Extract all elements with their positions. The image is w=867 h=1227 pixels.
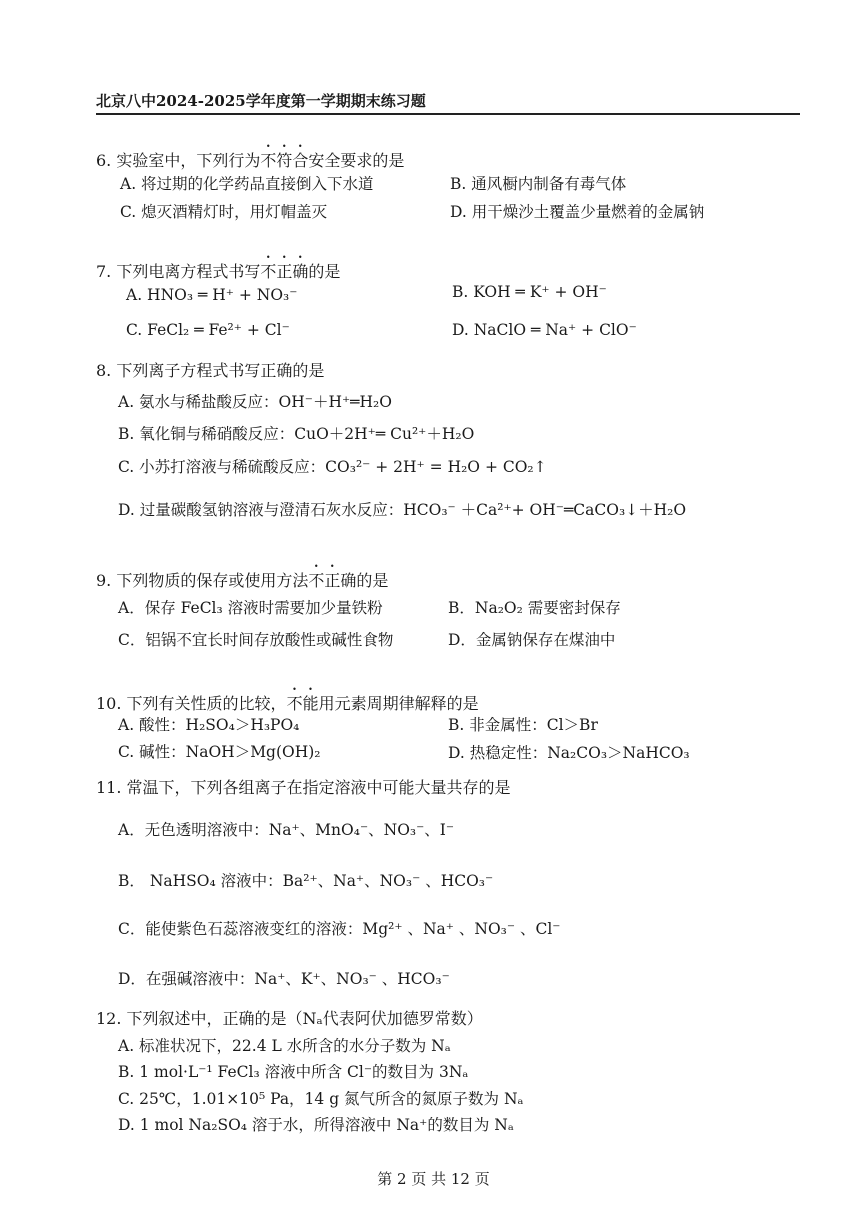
question-8-option-c: C. 小苏打溶液与稀硫酸反应：CO₃²⁻ + 2H⁺ = H₂O + CO₂↑ (118, 458, 547, 476)
stem-text: 下列离子方程式书写正确的是 (116, 361, 325, 380)
question-7-option-b: B. KOH ═ K⁺ + OH⁻ (452, 283, 607, 301)
question-6-option-d: D. 用干燥沙土覆盖少量燃着的金属钠 (450, 203, 705, 221)
stem-text: 确的是 (340, 571, 389, 590)
question-12-option-b: B. 1 mol·L⁻¹ FeCl₃ 溶液中所含 Cl⁻的数目为 3Nₐ (118, 1063, 469, 1081)
question-9-stem (96, 562, 388, 591)
question-12-option-a: A. 标准状况下，22.4 L 水所含的水分子数为 Nₐ (118, 1037, 451, 1055)
question-11-option-a: A．无色透明溶液中：Na⁺、MnO₄⁻、NO₃⁻、I⁻ (118, 821, 455, 839)
stem-text: 下列物质的保存或使用方法 (116, 571, 309, 590)
question-12-option-c: C. 25℃，1.01×10⁵ Pa，14 g 氮气所含的氮原子数为 Nₐ (118, 1090, 524, 1108)
question-10-option-c: C. 碱性：NaOH＞Mg(OH)₂ (118, 743, 321, 761)
question-7-option-d: D. NaClO ═ Na⁺ + ClO⁻ (452, 321, 637, 339)
question-10-option-a: A. 酸性：H₂SO₄＞H₃PO₄ (118, 716, 300, 734)
question-10-stem (96, 685, 479, 714)
stem-text: 安全要求的是 (308, 151, 405, 170)
question-12-stem (96, 1006, 483, 1029)
question-10-option-b: B. 非金属性：Cl＞Br (448, 716, 598, 734)
question-11-option-c: C．能使紫色石蕊溶液变红的溶液：Mg²⁺ 、Na⁺ 、NO₃⁻ 、Cl⁻ (118, 920, 561, 938)
question-9-option-a: A．保存 FeCl₃ 溶液时需要加少量铁粉 (118, 599, 383, 617)
page-header-title: 北京八中2024-2025学年度第一学期期末练习题 (96, 92, 426, 110)
question-8-option-d: D. 过量碳酸氢钠溶液与澄清石灰水反应：HCO₃⁻ ＋Ca²⁺+ OH⁻═CaCO₃↓＋H₂O (118, 501, 687, 519)
question-7-stem (96, 253, 340, 282)
question-number: 6. (96, 151, 112, 170)
question-8-option-b: B. 氧化铜与稀硝酸反应：CuO＋2H⁺═ Cu²⁺＋H₂O (118, 425, 475, 443)
stem-text: 下列有关性质的比较， (126, 694, 287, 713)
question-number: 12. (96, 1009, 122, 1028)
question-number: 11. (96, 778, 122, 797)
question-7-option-a: A. HNO₃ ═ H⁺ + NO₃⁻ (126, 286, 298, 304)
question-number: 9. (96, 571, 112, 590)
stem-emphasis: 不正 (308, 571, 341, 590)
question-9-option-c: C．铝锅不宜长时间存放酸性或碱性食物 (118, 631, 394, 649)
question-7-option-c: C. FeCl₂ ═ Fe²⁺ + Cl⁻ (126, 321, 290, 339)
question-6-option-a: A. 将过期的化学药品直接倒入下水道 (120, 175, 374, 193)
stem-text: 下列叙述中，正确的是（Nₐ代表阿伏加德罗常数） (126, 1009, 483, 1028)
question-11-option-d: D．在强碱溶液中：Na⁺、K⁺、NO₃⁻ 、HCO₃⁻ (118, 970, 450, 988)
question-11-stem (96, 775, 511, 798)
question-6-stem (96, 142, 404, 171)
question-10-option-d: D. 热稳定性：Na₂CO₃＞NaHCO₃ (448, 744, 690, 762)
stem-emphasis: 不符合 (260, 151, 309, 170)
question-number: 7. (96, 262, 112, 281)
header-divider (96, 113, 800, 115)
question-11-option-b: B． NaHSO₄ 溶液中：Ba²⁺、Na⁺、NO₃⁻ 、HCO₃⁻ (118, 872, 494, 890)
question-9-option-b: B．Na₂O₂ 需要密封保存 (448, 599, 621, 617)
stem-text: 实验室中，下列行为 (116, 151, 261, 170)
stem-text: 用元素周期律解释的是 (318, 694, 479, 713)
question-8-stem (96, 358, 324, 381)
question-number: 10. (96, 694, 122, 713)
question-8-option-a: A. 氨水与稀盐酸反应：OH⁻＋H⁺═H₂O (118, 393, 392, 411)
stem-emphasis: 不能 (286, 694, 319, 713)
stem-text: 常温下，下列各组离子在指定溶液中可能大量共存的是 (126, 778, 511, 797)
question-6-option-b: B. 通风橱内制备有毒气体 (450, 175, 627, 193)
question-9-option-d: D．金属钠保存在煤油中 (448, 631, 616, 649)
question-number: 8. (96, 361, 112, 380)
stem-emphasis: 不正确 (260, 262, 309, 281)
stem-text: 的是 (308, 262, 341, 281)
page-number: 第 2 页 共 12 页 (377, 1170, 490, 1188)
stem-text: 下列电离方程式书写 (116, 262, 261, 281)
question-12-option-d: D. 1 mol Na₂SO₄ 溶于水，所得溶液中 Na⁺的数目为 Nₐ (118, 1116, 514, 1134)
question-6-option-c: C. 熄灭酒精灯时，用灯帽盖灭 (120, 203, 328, 221)
